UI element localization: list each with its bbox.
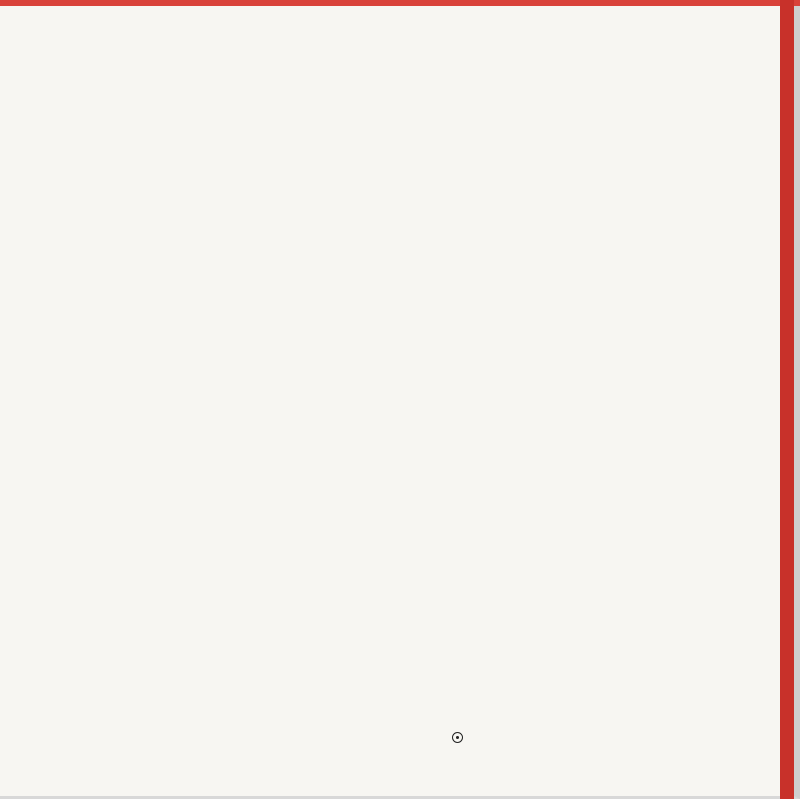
sleeve-top-edge bbox=[0, 0, 800, 6]
sleeve-right-edge bbox=[780, 0, 794, 799]
label-credits-line-3-wrap bbox=[452, 732, 752, 743]
cbs-logo-icon bbox=[452, 732, 463, 743]
label-credits bbox=[452, 732, 752, 743]
